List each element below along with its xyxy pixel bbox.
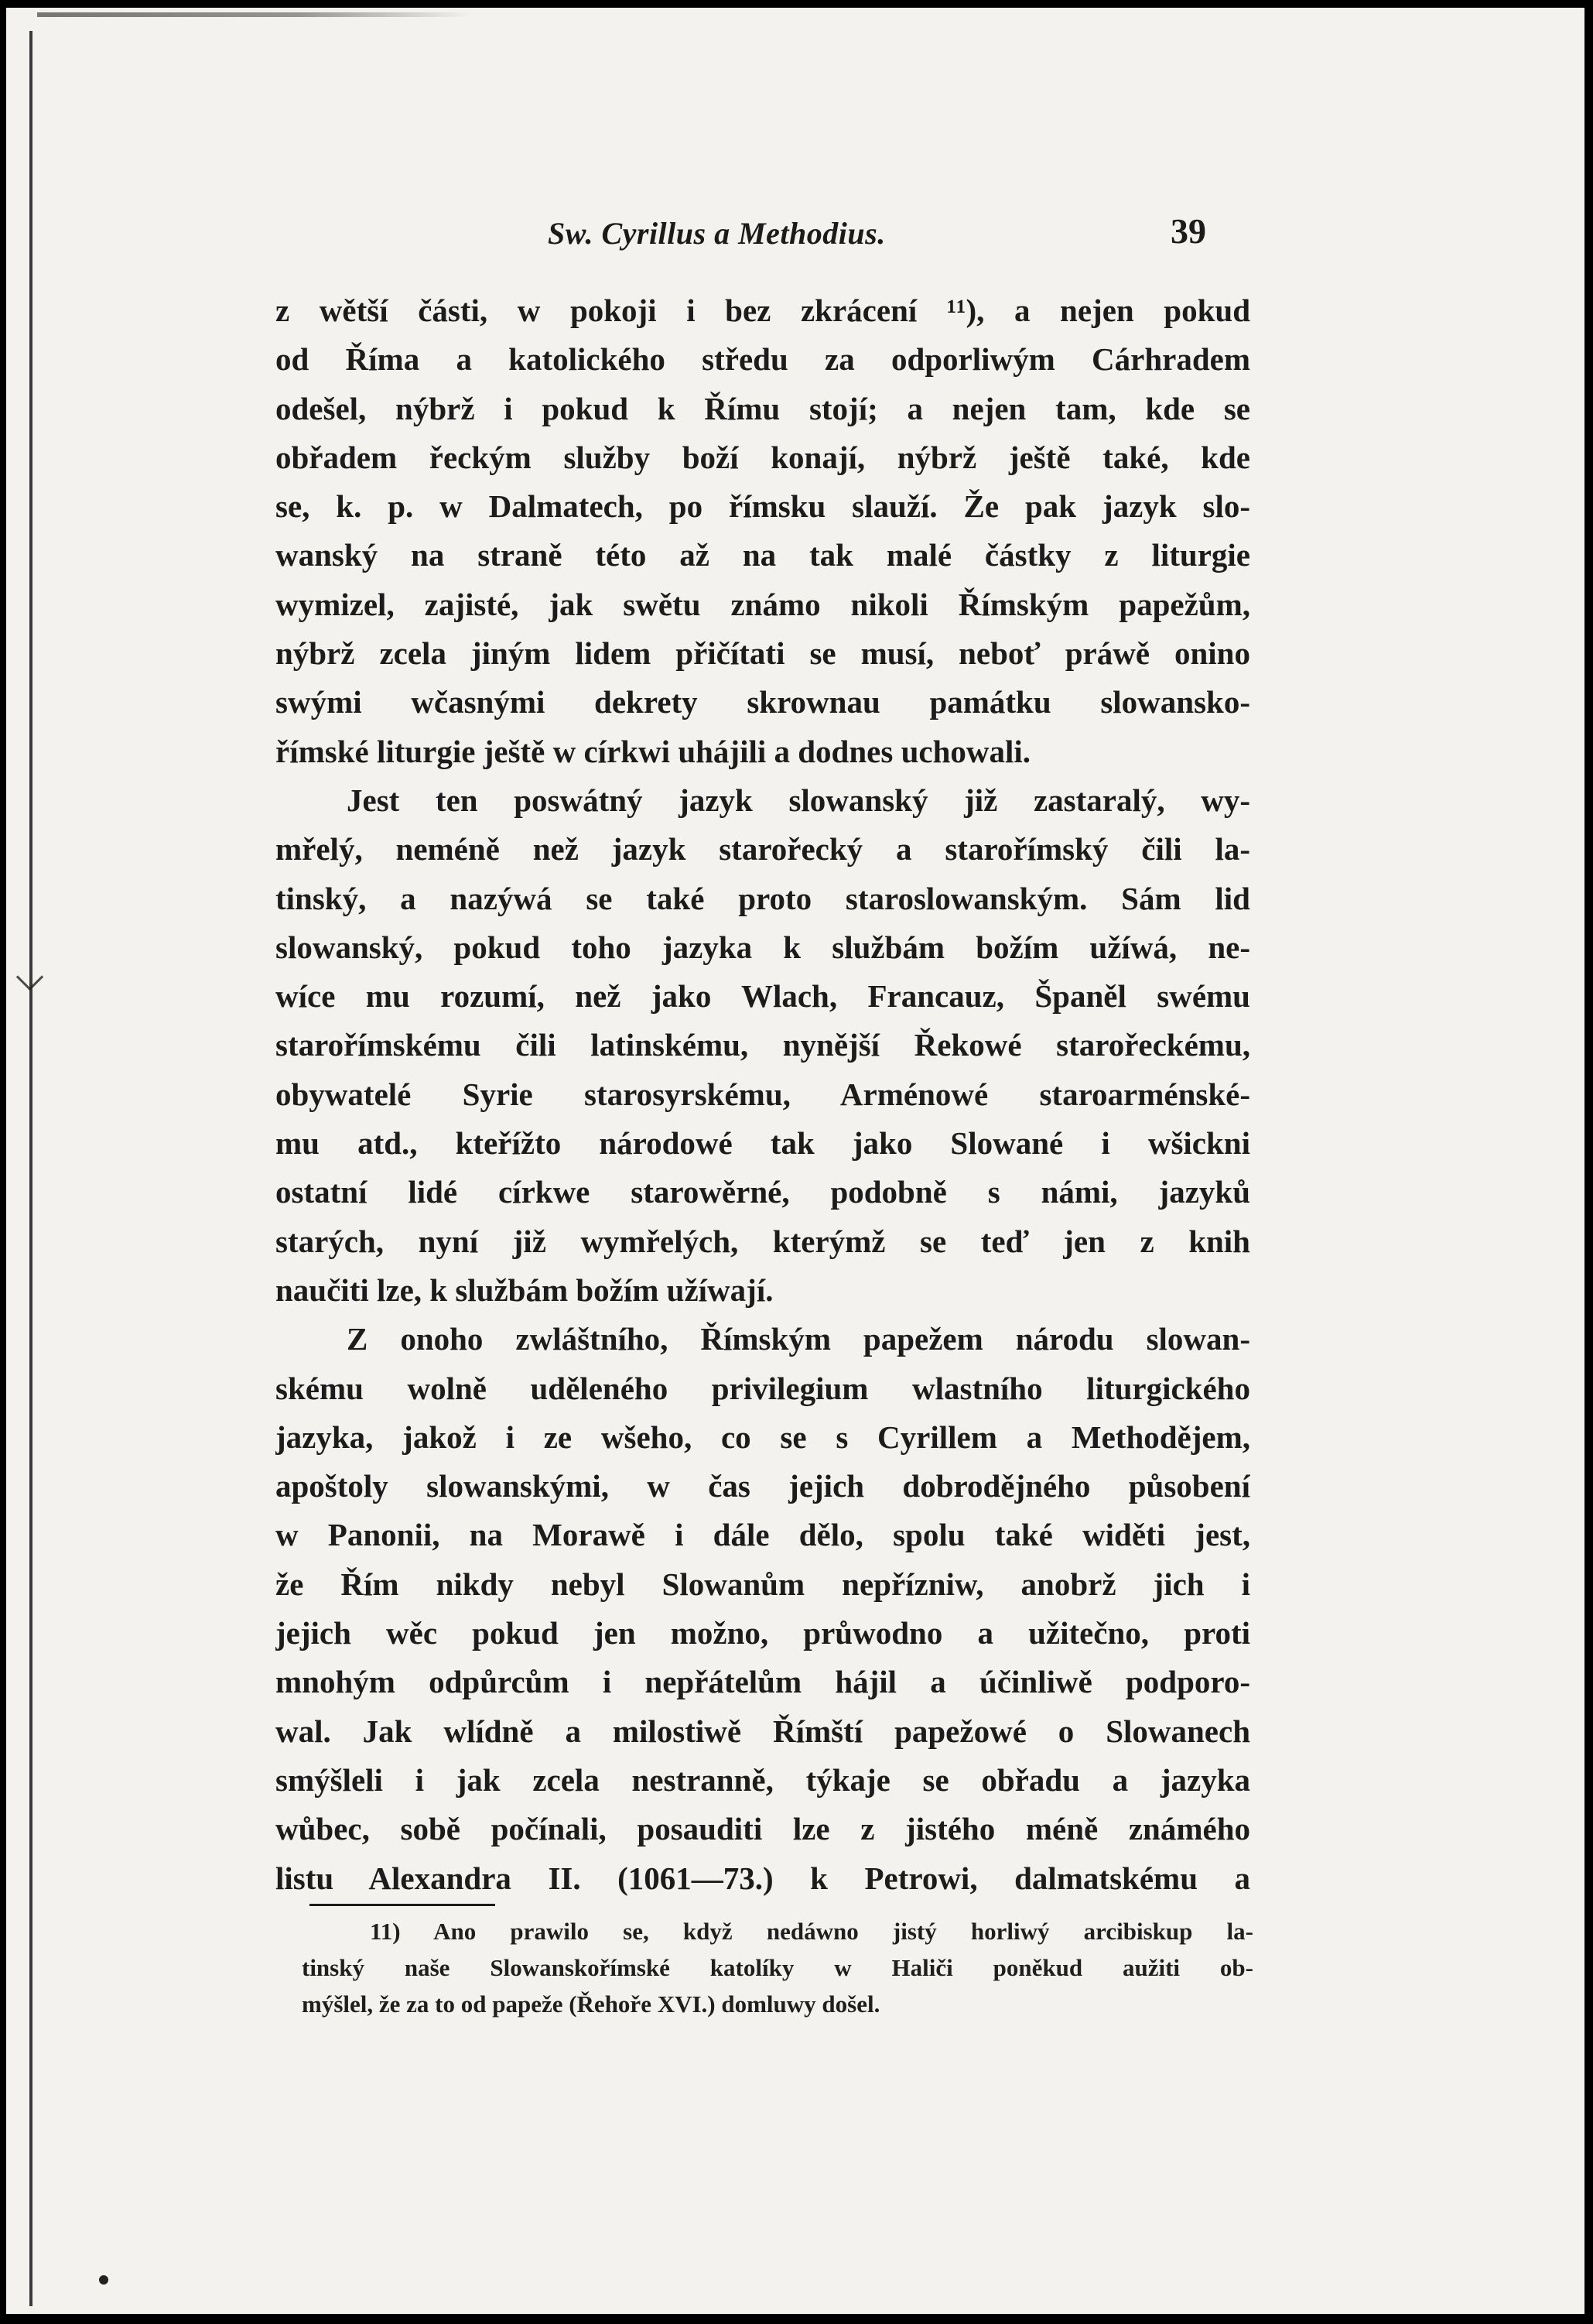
text-line: starořímskému čili latinskému, nynější Řekowé starořeckému, [275,1027,1250,1063]
page-header [6,211,1584,262]
text-line: starých, nyní již wymřelých, kterýmž se teď jen z knih [275,1223,1250,1259]
text-line: mu atd., kteřížto národowé tak jako Slowané i wšickni [275,1125,1250,1162]
text-line: se, k. p. w Dalmatech, po římsku slauží. Že pak jazyk slo- [275,488,1250,525]
text-line: mnohým odpůrcům i nepřátelům hájil a účinliwě podporo- [275,1664,1250,1700]
book-page [6,8,1584,2314]
text-line: swými wčasnými dekrety skrownau památku slowansko- [275,684,1250,720]
text-line: že Řím nikdy nebyl Slowanům nepřízniw, anobrž jich i [275,1566,1250,1602]
page-number: 39 [1171,211,1206,251]
text-line: smýšleli i jak zcela nestranně, týkaje se obřadu a jazyka [275,1761,1250,1798]
footnote-line: mýšlel, že za to od papeže (Řehoře XVI.) domluwy došel. [302,1990,880,2018]
text-line: tinský, a nazýwá se také proto staroslowanským. Sám lid [275,880,1250,916]
text-line: naučiti lze, k službám božím užíwají. [275,1272,774,1308]
text-line: wanský na straně této až na tak malé částky z liturgie [275,537,1250,573]
footnote-divider [309,1904,495,1906]
text-line: ostatní lidé církwe starowěrné, podobně s námi, jazyků [275,1174,1250,1210]
footnote-line: 11) Ano prawilo se, když nedáwno jistý horliwý arcibiskup la- [370,1918,1253,1945]
page-left-edge-line [29,31,32,2306]
running-title: Sw. Cyrillus a Methodius. [548,216,886,251]
text-line: římské liturgie ještě w církwi uhájili a dodnes uchowali. [275,733,1031,769]
scan-speck [99,2275,108,2285]
text-line: jazyka, jakož i ze wšeho, co se s Cyrillem a Methodějem, [275,1419,1250,1455]
text-line: mřelý, neméně než jazyk starořecký a starořímský čili la- [275,831,1250,868]
text-line: obywatelé Syrie starosyrskému, Arménowé staroarménské- [275,1076,1250,1112]
text-line: nýbrž zcela jiným lidem přičítati se musí, neboť práwě onino [275,635,1250,672]
text-line: skému wolně uděleného privilegium wlastního liturgického [275,1370,1250,1406]
text-line: wymizel, zajisté, jak swětu známo nikoli Římským papežům, [275,586,1250,622]
text-line: slowanský, pokud toho jazyka k službám božím užíwá, ne- [275,929,1250,965]
footnote-line: tinský naše Slowanskořímské katolíky w Haliči poněkud aužiti ob- [302,1954,1253,1981]
paragraph-start-line: Jest ten poswátný jazyk slowanský již zastaralý, wy- [347,782,1250,818]
text-line: listu Alexandra II. (1061—73.) k Petrowi, dalmatskému a [275,1860,1250,1896]
text-line: z wětší části, w pokoji i bez zkrácení ¹¹), a nejen pokud [275,293,1250,328]
text-line: wíce mu rozumí, než jako Wlach, Francauz, Španěl swému [275,978,1250,1015]
text-line: jejich wěc pokud jen možno, průwodno a užitečno, proti [275,1615,1250,1651]
text-line: obřadem řeckým služby boží konají, nýbrž ještě také, kde [275,439,1250,475]
text-line: odešel, nýbrž i pokud k Římu stojí; a nejen tam, kde se [275,390,1250,426]
text-line: wal. Jak wlídně a milostiwě Římští papežowé o Slowanech [275,1713,1250,1749]
paragraph-start-line: Z onoho zwláštního, Římským papežem národu slowan- [347,1321,1250,1357]
text-line: wůbec, sobě počínali, posauditi lze z jistého méně známého [275,1811,1250,1847]
text-line: apoštoly slowanskými, w čas jejich dobrodějného působení [275,1468,1250,1504]
margin-check-mark [16,963,43,991]
text-line: w Panonii, na Morawě i dále dělo, spolu také widěti jest, [275,1517,1250,1553]
text-line: od Říma a katolického středu za odporliwým Cárhradem [275,341,1250,378]
body-text [275,286,1250,1903]
footnote [302,1913,1253,2022]
scan-edge-artifact [37,12,470,17]
